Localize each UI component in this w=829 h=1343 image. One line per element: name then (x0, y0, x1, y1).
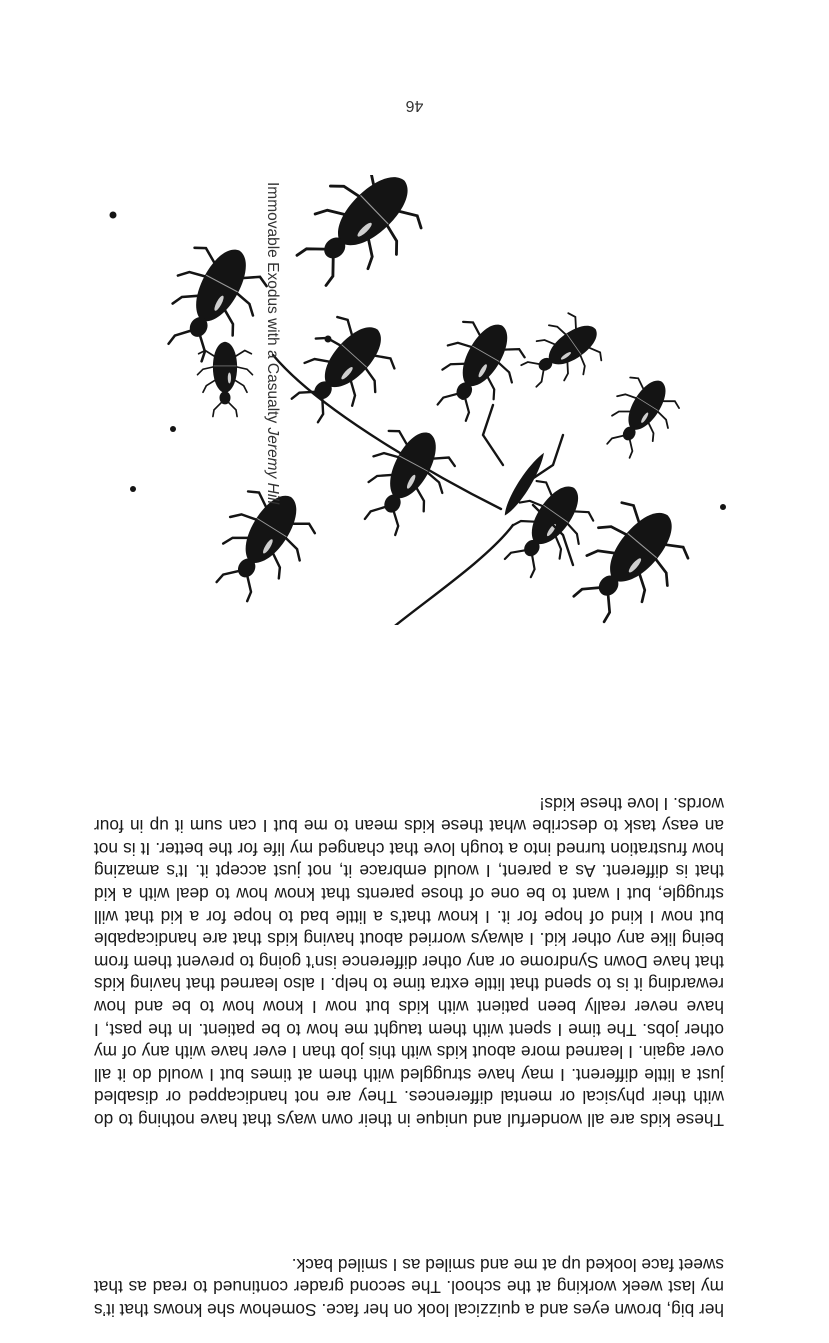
beetles-illustration (93, 175, 733, 625)
beetle-icon (279, 175, 438, 305)
beetle-icon (593, 366, 687, 467)
body-paragraph-2: These kids are all wonderful and unique in their own ways that have nothing to do with their physical or mental differences. They are not handicapped or disabled just a little different. I may have struggled with them at times but I would do it all over again. I learned more about kids with this job than I ever have with any of my other jobs. The time I spent with them taught me how to be patient. In the past, I have never really been patient with kids but now I know how to be and how rewarding it is to spend that little extra time to help. I also learned that having kids that have Down Syndrome or any other difference isn’t going to prevent them from being like any other kid. I always worried about having kids that are handicapable but now I kind of hope for it. I know that’s a little bad to hope for a kid that will struggle, but I want to be one of those parents that know how to deal with a kid that is different. As a parent, I would embrace it, not just accept it. It’s amazing how frustration turned into a tough love that changed my life for the better. It is not an easy task to describe what these kids mean to me but I can sum it up in four words. I love these kids! (94, 793, 724, 1130)
beetle-icon (488, 467, 603, 589)
body-paragraph-1: her big, brown eyes and a quizzical look on her face. Somehow she knows that it’s my last week working at the school. The second grader continued to read as that sweet face looked up at me and smiled as I smiled back. (94, 1254, 724, 1320)
running-head-author: Jeremy Hill (264, 427, 281, 505)
beetle-icon (554, 486, 702, 625)
beetle-icon (275, 303, 407, 437)
beetle-icon (512, 305, 613, 401)
page-number: 46 (405, 97, 424, 114)
running-head-title: Immovable Exodus with a Casualty (264, 182, 281, 424)
beetle-icon (420, 307, 534, 431)
running-head (257, 182, 281, 522)
